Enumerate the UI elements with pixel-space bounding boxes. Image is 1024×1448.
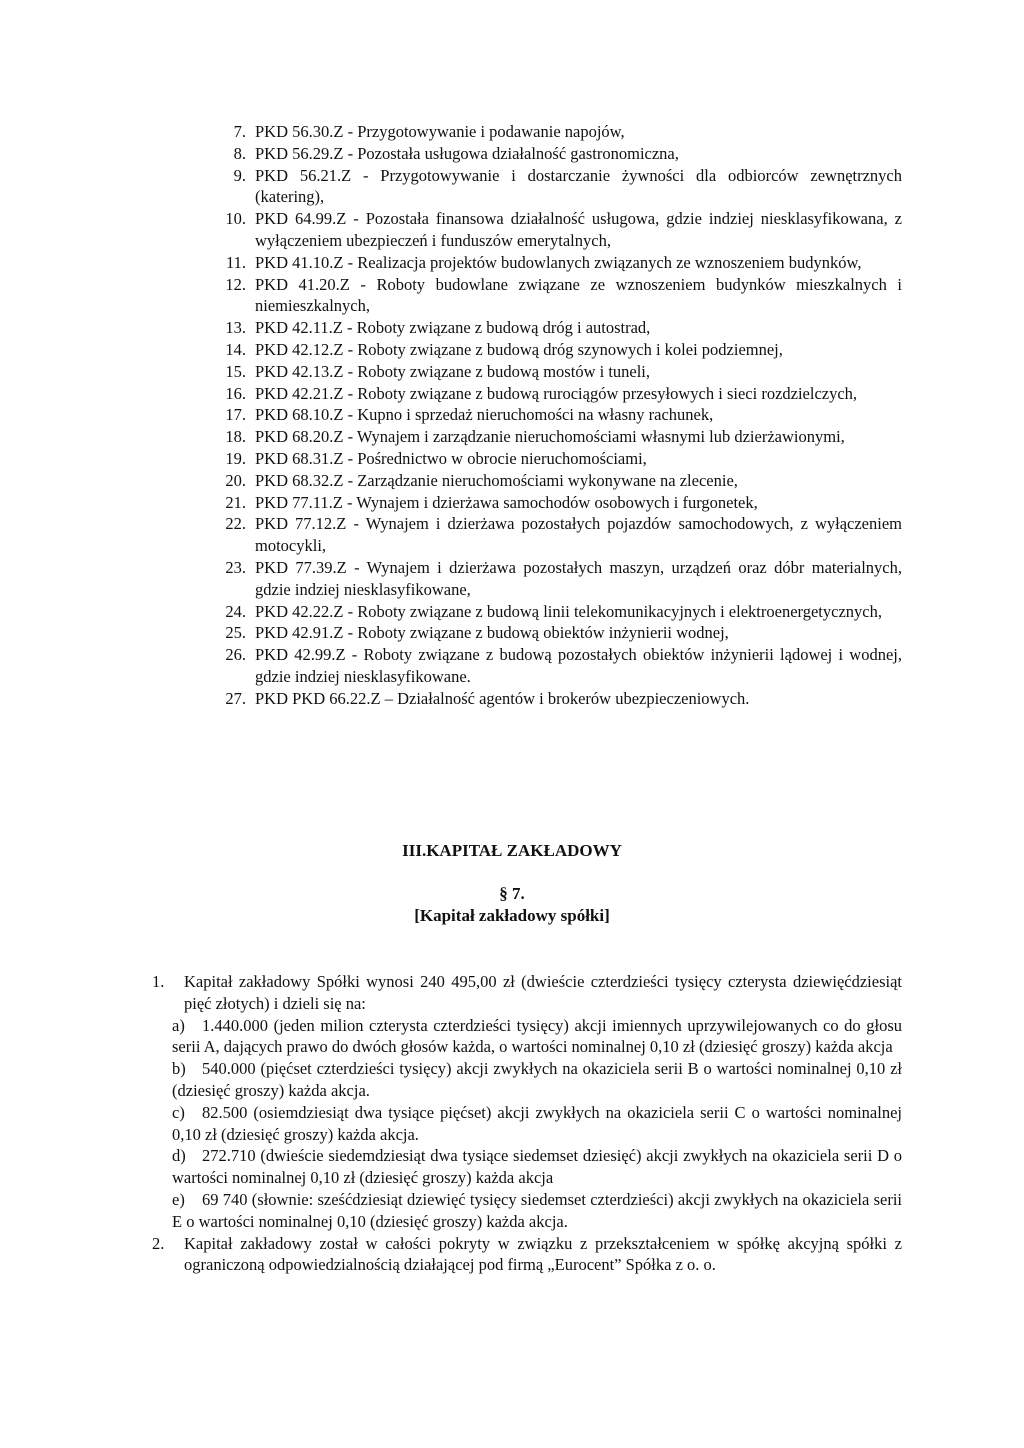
pkd-item-number: 7. — [233, 122, 246, 141]
pkd-item-number: 16. — [225, 383, 246, 403]
paragraph-title: [Kapitał zakładowy spółki] — [414, 906, 610, 925]
share-series-item — [172, 1015, 902, 1059]
pkd-item-text: PKD 42.21.Z - Roboty związane z budową rurociągów przesyłowych i sieci rozdzielczych, — [255, 383, 858, 403]
pkd-item-text: PKD 42.12.Z - Roboty związane z budową dróg szynowych i kolei podziemnej, — [255, 339, 783, 359]
pkd-item-number: 17. — [225, 405, 246, 425]
pkd-item — [212, 448, 902, 470]
pkd-item — [212, 688, 902, 710]
pkd-item — [212, 165, 902, 209]
capital-item — [152, 1233, 902, 1277]
pkd-item-number: 15. — [225, 361, 246, 381]
pkd-item — [212, 622, 902, 644]
pkd-item-number: 22. — [225, 514, 246, 534]
share-series-list — [172, 1015, 902, 1233]
pkd-item-text: PKD 68.10.Z - Kupno i sprzedaż nieruchomości na własny rachunek, — [255, 405, 714, 425]
pkd-item-text: PKD 42.22.Z - Roboty związane z budową linii telekomunikacyjnych i elektroenergetycznych, — [255, 601, 882, 621]
capital-item — [152, 971, 902, 1015]
share-series-item — [172, 1189, 902, 1233]
share-series-text: 540.000 (pięćset czterdzieści tysięcy) akcji zwykłych na okaziciela serii B o wartości nominalnej 0,10 zł (dziesięć groszy) każda akcja. — [172, 1059, 902, 1100]
share-series-item — [172, 1102, 902, 1146]
pkd-item-number: 26. — [225, 645, 246, 665]
pkd-item-number: 20. — [225, 470, 246, 490]
share-series-item — [172, 1058, 902, 1102]
pkd-item — [212, 361, 902, 383]
pkd-item-text: PKD 56.30.Z - Przygotowywanie i podawanie napojów, — [255, 122, 625, 141]
pkd-item — [212, 252, 902, 274]
capital-item-text: Kapitał zakładowy został w całości pokryty w związku z przekształceniem w spółkę akcyjną spółki z ograniczoną odpowiedzialnością działającej pod firmą „Eurocent” Spółka z o. o. — [184, 1233, 902, 1275]
share-series-text: 82.500 (osiemdziesiąt dwa tysiące pięćset) akcji zwykłych na okaziciela serii C o wartości nominalnej 0,10 zł (dziesięć groszy) każda akcja. — [172, 1102, 902, 1144]
share-series-text: 272.710 (dwieście siedemdziesiąt dwa tysiące siedemset dziesięć) akcji zwykłych na okaziciela serii D o wartości nominalnej 0,10 zł (dziesięć groszy) każda akcja — [172, 1146, 902, 1188]
pkd-item — [212, 557, 902, 601]
pkd-item-text: PKD 41.10.Z - Realizacja projektów budowlanych związanych ze wznoszeniem budynków, — [255, 252, 862, 272]
pkd-item — [212, 274, 902, 318]
capital-item-text: Kapitał zakładowy Spółki wynosi 240 495,00 zł (dwieście czterdzieści tysięcy czterysta dziewięćdziesiąt pięć złotych) i dzieli się na: — [184, 972, 902, 1013]
pkd-item — [212, 601, 902, 623]
pkd-item-text: PKD 56.29.Z - Pozostała usługowa działalność gastronomiczna, — [255, 143, 679, 163]
pkd-item — [212, 121, 902, 143]
pkd-item-text: PKD 68.32.Z - Zarządzanie nieruchomościami wykonywane na zlecenie, — [255, 470, 738, 490]
pkd-item — [212, 208, 902, 252]
pkd-item-number: 27. — [225, 688, 246, 708]
pkd-item-text: PKD 41.20.Z - Roboty budowlane związane ze wznoszeniem budynków mieszkalnych i niemieszkalnych, — [255, 274, 902, 316]
pkd-item — [212, 383, 902, 405]
pkd-item-text: PKD 77.11.Z - Wynajem i dzierżawa samochodów osobowych i furgonetek, — [255, 492, 758, 512]
pkd-item — [212, 317, 902, 339]
pkd-item-number: 8. — [233, 143, 246, 163]
capital-item-number: 2. — [152, 1233, 165, 1253]
pkd-item-number: 25. — [225, 623, 246, 643]
pkd-item-text: PKD 42.13.Z - Roboty związane z budową mostów i tuneli, — [255, 361, 651, 381]
pkd-item-text: PKD PKD 66.22.Z – Działalność agentów i brokerów ubezpieczeniowych. — [255, 688, 750, 708]
pkd-item — [212, 426, 902, 448]
pkd-item-text: PKD 56.21.Z - Przygotowywanie i dostarczanie żywności dla odbiorców zewnętrznych (katering), — [255, 165, 902, 207]
pkd-item — [212, 492, 902, 514]
pkd-item — [212, 644, 902, 688]
pkd-item-text: PKD 77.39.Z - Wynajem i dzierżawa pozostałych maszyn, urządzeń oraz dóbr materialnych, gdzie indziej niesklasyfikowane, — [255, 557, 902, 599]
pkd-item-text: PKD 64.99.Z - Pozostała finansowa działalność usługowa, gdzie indziej niesklasyfikowana, z wyłączeniem ubezpieczeń i funduszów emerytalnych, — [255, 209, 902, 250]
pkd-item-text: PKD 77.12.Z - Wynajem i dzierżawa pozostałych pojazdów samochodowych, z wyłączeniem motocykli, — [255, 514, 902, 556]
pkd-item-number: 14. — [225, 339, 246, 359]
pkd-item-text: PKD 42.11.Z - Roboty związane z budową dróg i autostrad, — [255, 318, 651, 338]
share-series-label: b) — [172, 1059, 186, 1079]
pkd-item-number: 9. — [233, 165, 246, 185]
pkd-item-number: 12. — [225, 274, 246, 294]
share-series-label: c) — [172, 1102, 185, 1122]
pkd-item-number: 24. — [225, 601, 246, 621]
pkd-item-text: PKD 42.99.Z - Roboty związane z budową pozostałych obiektów inżynierii lądowej i wodnej, gdzie indziej niesklasyfikowane. — [255, 645, 902, 686]
share-series-label: a) — [172, 1015, 185, 1035]
pkd-item-number: 21. — [225, 492, 246, 512]
paragraph-number: § 7. — [499, 884, 525, 903]
pkd-item — [212, 143, 902, 165]
capital-section — [152, 971, 902, 1276]
share-series-text: 1.440.000 (jeden milion czterysta czterdzieści tysięcy) akcji imiennych uprzywilejowanych co do głosu serii A, dających prawo do dwóch głosów każda, o wartości nominalnej 0,10 zł (dziesięć groszy) każda akcja — [172, 1015, 902, 1057]
pkd-item — [212, 404, 902, 426]
pkd-item — [212, 513, 902, 557]
pkd-item-number: 19. — [225, 448, 246, 468]
share-series-text: 69 740 (słownie: sześćdziesiąt dziewięć tysięcy siedemset czterdzieści) akcji zwykłych na okaziciela serii E o wartości nominalnej 0,10 (dziesięć groszy) każda akcja. — [172, 1189, 902, 1231]
pkd-item-number: 23. — [225, 557, 246, 577]
pkd-item-number: 18. — [225, 427, 246, 447]
pkd-activity-list — [212, 121, 902, 710]
share-series-label: d) — [172, 1146, 186, 1166]
pkd-item-text: PKD 68.20.Z - Wynajem i zarządzanie nieruchomościami własnymi lub dzierżawionymi, — [255, 427, 845, 447]
pkd-item-number: 13. — [225, 318, 246, 338]
pkd-item — [212, 470, 902, 492]
capital-item-number: 1. — [152, 972, 165, 991]
section-title: III.KAPITAŁ ZAKŁADOWY — [402, 841, 622, 860]
pkd-item-text: PKD 68.31.Z - Pośrednictwo w obrocie nieruchomościami, — [255, 448, 647, 468]
pkd-item-number: 11. — [225, 252, 246, 272]
pkd-item-text: PKD 42.91.Z - Roboty związane z budową obiektów inżynierii wodnej, — [255, 623, 729, 643]
pkd-item-number: 10. — [225, 209, 246, 229]
share-series-label: e) — [172, 1189, 185, 1209]
share-series-item — [172, 1145, 902, 1189]
pkd-item — [212, 339, 902, 361]
